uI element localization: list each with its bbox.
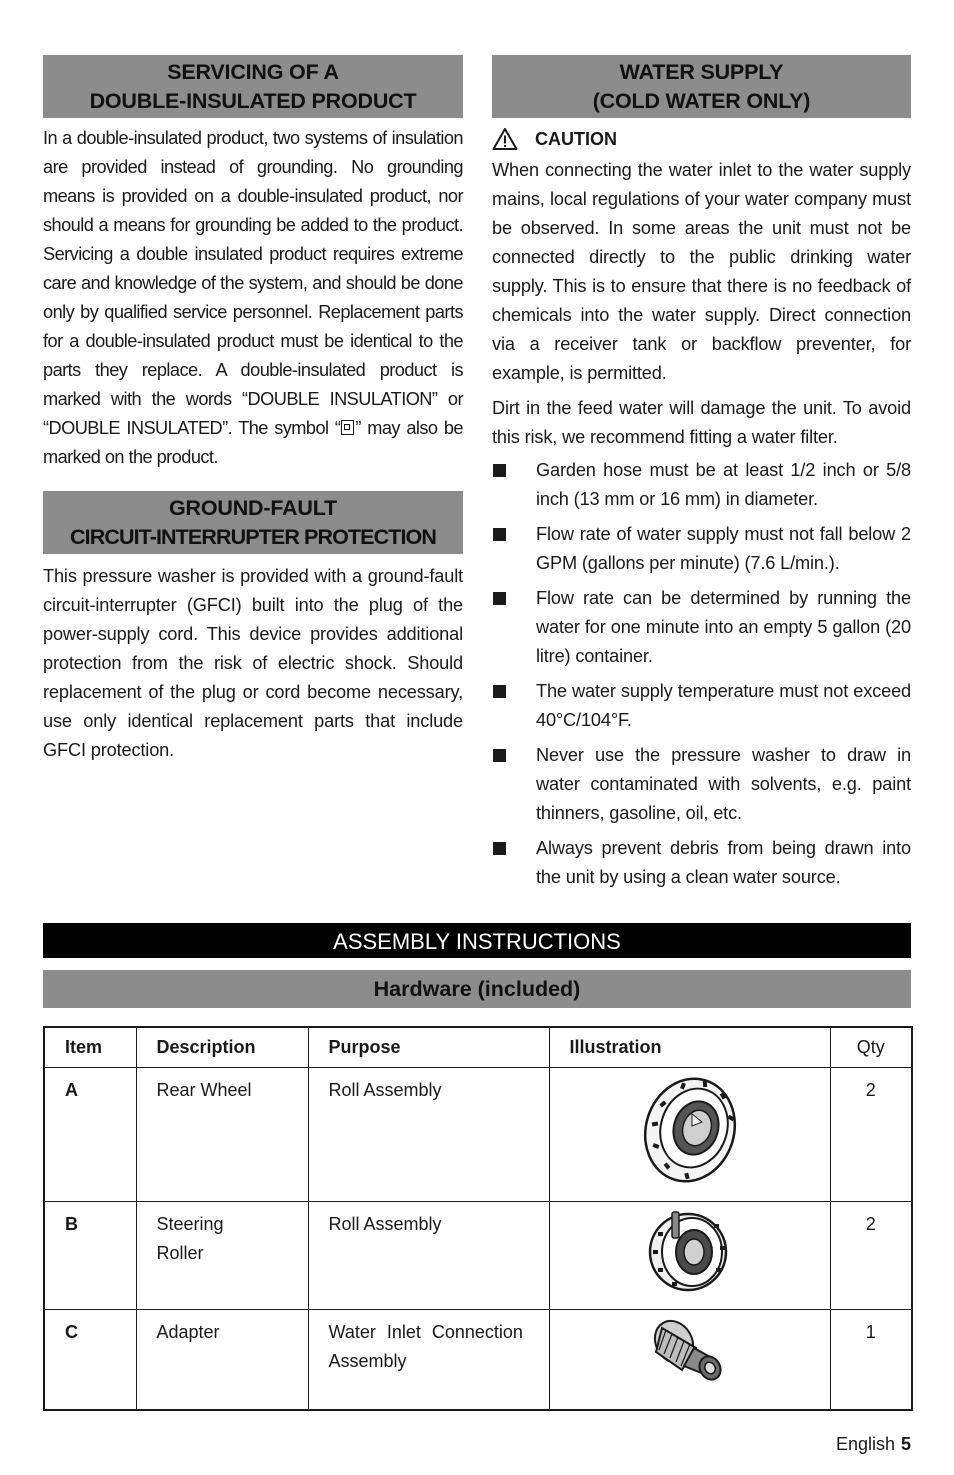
list-item <box>492 584 911 671</box>
gfci-paragraph: This pressure washer is provided with a ground-fault circuit-interrupter (GFCI) built into the plug of the power-supply cord. This device provides additional protection from the risk of electric shock. Should replacement of the plug or cord become necessary, use only identical replacement parts that include GFCI protection. <box>43 566 463 760</box>
item-cell: C <box>44 1310 136 1411</box>
column-header-illustration: Illustration <box>549 1027 830 1068</box>
list-item-text: The water supply temperature must not exceed 40°C/104°F. <box>536 681 911 730</box>
square-bullet-icon <box>493 592 506 605</box>
adapter-illustration <box>650 1316 730 1382</box>
qty-cell: 2 <box>830 1202 912 1310</box>
table-header-row <box>44 1027 912 1068</box>
heading-line: DOUBLE-INSULATED PRODUCT <box>89 89 417 113</box>
water-supply-paragraph-1: When connecting the water inlet to the water supply mains, local regulations of your water company must be observed. In some areas the unit must not be connected directly to the public drinking water supply. This is to ensure that there is no feedback of chemicals into the water supply. Direct connection via a receiver tank or backflow preventer, for example, is permitted. <box>492 160 911 383</box>
description-cell: Steering Roller <box>136 1202 308 1310</box>
rear-wheel-illustration <box>640 1074 740 1186</box>
list-item-text: Garden hose must be at least 1/2 inch or 5/8 inch (13 mm or 16 mm) in diameter. <box>536 460 911 509</box>
column-header-qty: Qty <box>830 1027 912 1068</box>
water-supply-paragraph-2: Dirt in the feed water will damage the unit. To avoid this risk, we recommend fitting a water filter. <box>492 398 911 447</box>
square-bullet-icon <box>493 842 506 855</box>
servicing-text: In a double-insulated product, two systems of insulation are provided instead of grounding. No grounding means is provided on a double-insulated product, nor should a means for grounding be added to the product. Servicing a double insulated product requires extreme care and knowledge of the system, and should be done only by qualified service personnel. Replacement parts for a double-insulated product must be identical to the parts they replace. A double-insulated product is marked with the words “DOUBLE INSULATION” or “DOUBLE INSULATED”. The symbol “ <box>43 128 463 438</box>
item-cell: A <box>44 1068 136 1202</box>
list-item-text: Never use the pressure washer to draw in water contaminated with solvents, e.g. paint thinners, gasoline, oil, etc. <box>536 745 911 823</box>
list-item-text: Always prevent debris from being drawn into the unit by using a clean water source. <box>536 838 911 887</box>
qty-cell: 1 <box>830 1310 912 1411</box>
table-row <box>44 1202 912 1310</box>
list-item <box>492 677 911 735</box>
column-header-purpose: Purpose <box>308 1027 549 1068</box>
hardware-subheading: Hardware (included) <box>43 970 911 1008</box>
section-heading-servicing <box>43 55 463 118</box>
steering-roller-illustration <box>644 1208 736 1294</box>
page-number: 5 <box>900 1434 911 1454</box>
list-item-text: Flow rate of water supply must not fall below 2 GPM (gallons per minute) (7.6 L/min.). <box>536 524 911 573</box>
list-item <box>492 741 911 828</box>
warning-triangle-icon <box>492 127 518 151</box>
illustration-cell <box>549 1068 830 1202</box>
description-cell: Rear Wheel <box>136 1068 308 1202</box>
list-item <box>492 834 911 892</box>
square-bullet-icon <box>493 685 506 698</box>
purpose-cell: Roll Assembly <box>308 1202 549 1310</box>
description-cell: Adapter <box>136 1310 308 1411</box>
section-heading-water-supply <box>492 55 911 118</box>
double-insulation-symbol-icon <box>341 420 354 435</box>
column-header-description: Description <box>136 1027 308 1068</box>
table-row <box>44 1068 912 1202</box>
illustration-cell <box>549 1310 830 1411</box>
purpose-cell: Water Inlet Connection Assembly <box>308 1310 549 1411</box>
heading-line: GROUND-FAULT <box>169 496 337 520</box>
page-footer <box>836 1434 911 1455</box>
square-bullet-icon <box>493 464 506 477</box>
assembly-instructions-banner: ASSEMBLY INSTRUCTIONS <box>43 923 911 958</box>
heading-line: WATER SUPPLY <box>619 60 784 84</box>
illustration-cell <box>549 1202 830 1310</box>
caution-text: CAUTION <box>535 128 617 149</box>
purpose-cell: Roll Assembly <box>308 1068 549 1202</box>
servicing-paragraph <box>43 124 463 472</box>
caution-label <box>492 124 911 154</box>
list-item-text: Flow rate can be determined by running the water for one minute into an empty 5 gallon (20 litre) container. <box>536 588 911 666</box>
servicing-text-end: ” may also be marked on the product. <box>43 418 463 467</box>
square-bullet-icon <box>493 749 506 762</box>
item-cell: B <box>44 1202 136 1310</box>
square-bullet-icon <box>493 528 506 541</box>
hardware-table <box>43 1026 913 1411</box>
list-item <box>492 520 911 578</box>
section-heading-gfci <box>43 491 463 554</box>
qty-cell: 2 <box>830 1068 912 1202</box>
list-item <box>492 456 911 514</box>
column-header-item: Item <box>44 1027 136 1068</box>
heading-line: CIRCUIT-INTERRUPTER PROTECTION <box>70 525 436 549</box>
heading-line: SERVICING OF A <box>167 60 339 84</box>
table-row <box>44 1310 912 1411</box>
left-column <box>43 55 463 765</box>
right-column <box>492 55 911 898</box>
heading-line: (COLD WATER ONLY) <box>592 89 811 113</box>
footer-language: English <box>835 1434 895 1454</box>
water-supply-bullet-list <box>492 456 911 892</box>
